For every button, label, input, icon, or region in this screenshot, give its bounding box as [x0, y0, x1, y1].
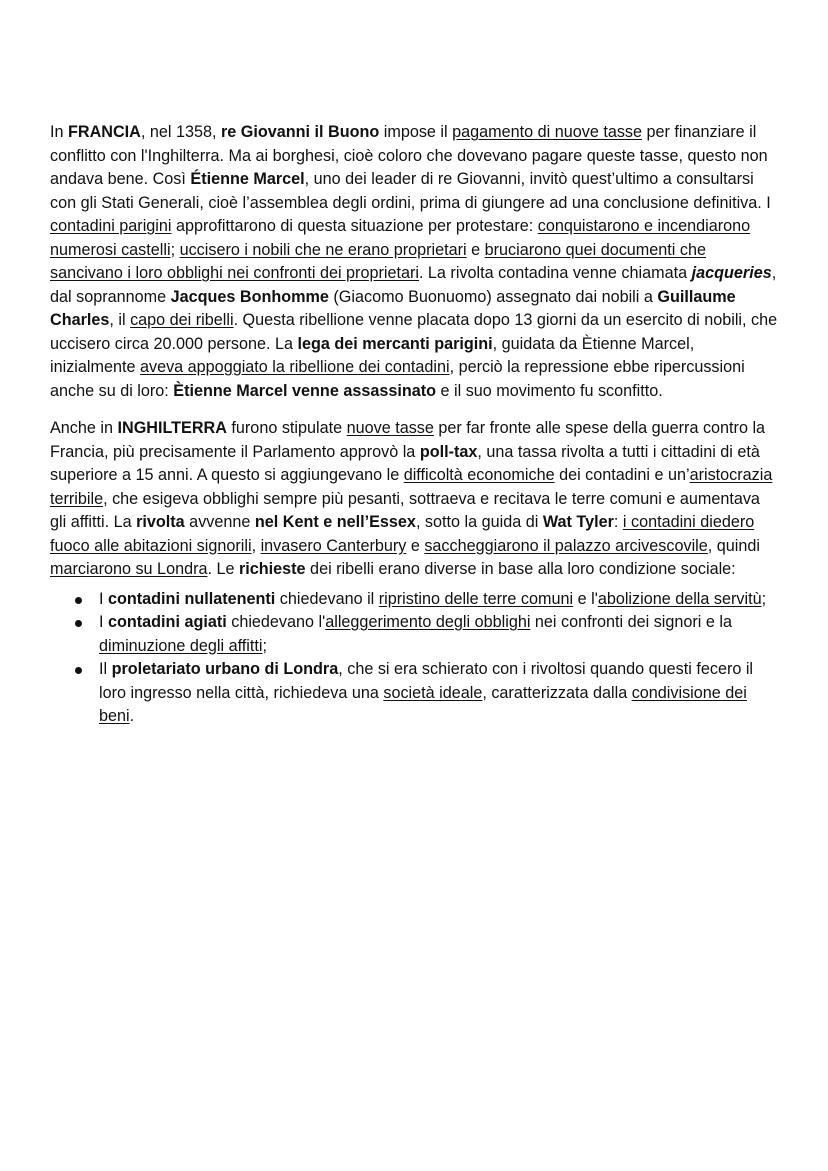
bold-text: contadini agiati	[108, 613, 227, 631]
text-run: nei confronti dei signori e la	[530, 613, 732, 631]
underlined-text: i contadini diedero fuoco alle abitazioni signorili	[50, 513, 755, 555]
text-run: e il suo movimento fu sconfitto.	[436, 381, 663, 400]
text-run: Il	[99, 660, 112, 678]
text-run: . Le	[207, 560, 239, 578]
text-run: per far fronte alle spese della guerra contro la Francia, più precisamente il Parlamento approvò la	[50, 419, 766, 461]
text-run: . Questa ribellione venne placata dopo 13 giorni da un esercito di nobili, che uccisero circa 20.000 persone. La	[50, 311, 778, 353]
underlined-text: marciarono su Londra	[50, 560, 208, 578]
text-run: dei ribelli erano diverse in base alla loro condizione sociale:	[305, 560, 736, 578]
underlined-text: conquistarono e incendiarono numerosi castelli	[50, 217, 751, 259]
list-item	[99, 611, 780, 658]
text-run: , perciò la repressione ebbe ripercussioni anche su di loro:	[50, 358, 745, 400]
text-run: , caratterizzata dalla	[482, 683, 632, 702]
text-run: I	[99, 613, 108, 631]
text-run: , una tassa rivolta a tutti i cittadini di età superiore a 15 anni. A questo si aggiungevano le	[50, 442, 760, 484]
bold-text: re Giovanni il Buono	[220, 123, 380, 141]
underlined-text: capo dei ribelli	[130, 311, 234, 329]
document-body	[50, 121, 780, 729]
bold-text: poll-tax	[419, 442, 478, 461]
underlined-text: alleggerimento degli obblighi	[325, 613, 531, 631]
underlined-text: contadini parigini	[50, 217, 172, 235]
underlined-text: aveva appoggiato la ribellione dei contadini	[139, 358, 450, 376]
text-run: In	[50, 123, 68, 141]
underlined-text: condivisione dei beni	[99, 683, 747, 725]
text-run: Anche in	[50, 419, 118, 437]
bold-text: lega dei mercanti parigini	[297, 334, 493, 353]
bold-text: INGHILTERRA	[117, 419, 227, 437]
text-run: I	[99, 589, 108, 608]
bullet-icon	[75, 597, 82, 604]
underlined-text: invasero Canterbury	[260, 536, 407, 555]
text-run: avvenne	[184, 513, 255, 531]
underlined-text: diminuzione degli affitti	[99, 636, 263, 655]
text-run: approfittarono di questa situazione per protestare:	[171, 217, 538, 235]
bold-text: nel Kent e nell’Essex	[254, 513, 416, 531]
text-run: ;	[262, 636, 267, 655]
underlined-text: aristocrazia terribile	[50, 466, 773, 508]
text-run: impose il	[379, 123, 453, 141]
underlined-text: saccheggiarono il palazzo arcivescovile	[424, 536, 708, 555]
text-run: e	[406, 536, 425, 555]
bold-text: FRANCIA	[68, 123, 141, 141]
text-run: chiedevano il	[275, 589, 379, 608]
underlined-text: uccisero i nobili che ne erano proprietari	[179, 240, 467, 259]
text-run: e l'	[573, 589, 598, 608]
text-run: , dal soprannome	[50, 264, 777, 306]
text-run: , che si era schierato con i rivoltosi quando questi fecero il loro ingresso nella città, richiedeva una	[99, 660, 754, 702]
list-item	[99, 588, 780, 612]
text-run: , uno dei leader di re Giovanni, invitò quest’ultimo a consultarsi con gli Stati Generali, cioè l’assemblea degli ordini, prima di giungere ad una conclusione definitiva. I	[50, 170, 771, 212]
bold-text: rivolta	[136, 513, 185, 531]
text-run: .	[129, 707, 135, 725]
text-run: dei contadini e un’	[554, 466, 690, 484]
bullet-icon	[75, 620, 82, 627]
bold-text: Guillaume Charles	[50, 287, 736, 329]
text-run: e	[466, 240, 485, 259]
text-run: :	[613, 513, 623, 531]
text-run: furono stipulate	[226, 419, 347, 437]
text-run: chiedevano l'	[226, 613, 326, 631]
bold-text: Wat Tyler	[542, 513, 614, 531]
text-run: , quindi	[707, 536, 760, 555]
underlined-text: società ideale	[383, 683, 483, 702]
text-run: ;	[761, 589, 767, 608]
text-run: , il	[109, 311, 131, 329]
bold-text: Ètienne Marcel venne assassinato	[173, 381, 436, 400]
text-run: , che esigeva obblighi sempre più pesanti, sottraeva e recitava le terre comuni e aumentava gli affitti. La	[50, 489, 760, 531]
bold-text: jacqueries	[691, 264, 772, 282]
underlined-text: pagamento di nuove tasse	[452, 123, 643, 141]
text-run: , nel 1358,	[140, 123, 221, 141]
underlined-text: bruciarono quei documenti che sancivano i loro obblighi nei confronti dei proprietari	[50, 240, 706, 282]
text-run: per finanziare il conflitto con l'Inghilterra. Ma ai borghesi, cioè coloro che dovevano pagare queste tasse, questo non andava bene. Così	[50, 123, 768, 188]
bold-text: contadini nullatenenti	[108, 589, 276, 608]
bold-text: richieste	[238, 560, 306, 578]
paragraph-francia	[50, 121, 780, 403]
demands-list	[50, 588, 780, 729]
text-run: . La rivolta contadina venne chiamata	[418, 264, 692, 282]
text-run: ;	[170, 240, 180, 259]
text-run: , guidata da Ètienne Marcel, inizialmente	[50, 334, 695, 376]
text-run: (Giacomo Buonuomo) assegnato dai nobili a	[328, 287, 658, 306]
bold-text: proletariato urbano di Londra	[111, 660, 339, 678]
underlined-text: abolizione della servitù	[597, 589, 762, 608]
bold-text: Jacques Bonhomme	[170, 287, 329, 306]
text-run: ,	[251, 536, 261, 555]
underlined-text: difficoltà economiche	[403, 466, 555, 484]
bold-text: Étienne Marcel	[190, 170, 305, 188]
bullet-icon	[75, 667, 82, 674]
underlined-text: ripristino delle terre comuni	[378, 589, 574, 608]
underlined-text: nuove tasse	[346, 419, 434, 437]
paragraph-inghilterra	[50, 417, 780, 582]
text-run: , sotto la guida di	[415, 513, 543, 531]
list-item	[99, 658, 780, 729]
